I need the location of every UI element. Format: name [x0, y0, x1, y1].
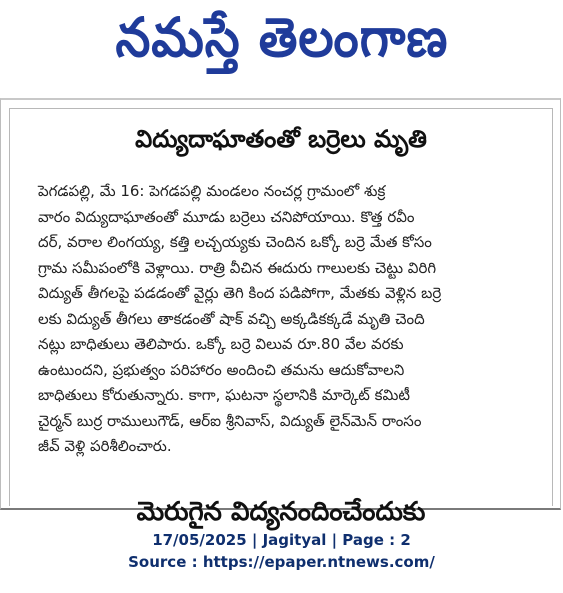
article-line: వారం విద్యుదాఘాతంతో మూడు బర్రెలు చనిపోయాయి. కొత్త రవీం: [38, 207, 415, 226]
article-line: పెగడపల్లి, మే 16: పెగడపల్లి మండలం నంచర్ల గ్రామంలో శుక్ర: [38, 182, 386, 200]
article-body: [38, 179, 546, 460]
newspaper-masthead: [0, 0, 563, 88]
article-line: దర్, వరాల లింగయ్య, కత్తి లచ్చయ్యకు చెందిన ఒక్కో బర్రె మేత కోసం: [38, 233, 432, 251]
next-article-headline: మెరుగైన విద్యనందించేందుకు: [136, 497, 426, 527]
article-line: విద్యుత్ తీగలపై పడడంతో వైర్లు తెగి కింద పడిపోగా, మేతకు వెళ్లిన బర్రె: [38, 284, 442, 302]
source-link[interactable]: Source : https://epaper.ntnews.com/: [128, 553, 435, 571]
news-clipping: [0, 98, 561, 527]
article-line: ఉంటుందని, ప్రభుత్వం పరిహారం అందించి తమను ఆదుకోవాలని: [38, 360, 405, 379]
article-line: బాధితులు కోరుతున్నారు. కాగా, ఘటనా స్థలానికి మార్కెట్ కమిటీ: [38, 386, 410, 404]
article-line: గ్రామ సమీపంలోకి వెళ్లాయి. రాత్రి వీచిన ఈదురు గాలులకు చెట్టు విరిగి: [38, 258, 437, 277]
clipping-border: [9, 108, 553, 527]
article-line: నట్లు బాధితులు తెలిపారు. ఒక్కో బర్రె విలువ రూ.80 వేల వరకు: [38, 335, 404, 353]
masthead-title: నమస్తే తెలంగాణ: [115, 5, 448, 69]
article-headline: విద్యుదాఘాతంతో బర్రెలు మృతి: [135, 125, 427, 153]
article-line: జీవ్ వెళ్లి పరిశీలించారు.: [38, 437, 172, 455]
article-line: చైర్మన్ బుర్ర రాములుగౌడ్, ఆర్‌ఐ శ్రీనివాస్, విద్యుత్ లైన్‌మెన్ రాంసం: [38, 411, 422, 430]
article-line: లకు విద్యుత్ తీగలు తాకడంతో షాక్ వచ్చి అక్కడికక్కడే మృతి చెంది: [38, 309, 425, 328]
edition-info: 17/05/2025 | Jagityal | Page : 2: [152, 531, 411, 549]
